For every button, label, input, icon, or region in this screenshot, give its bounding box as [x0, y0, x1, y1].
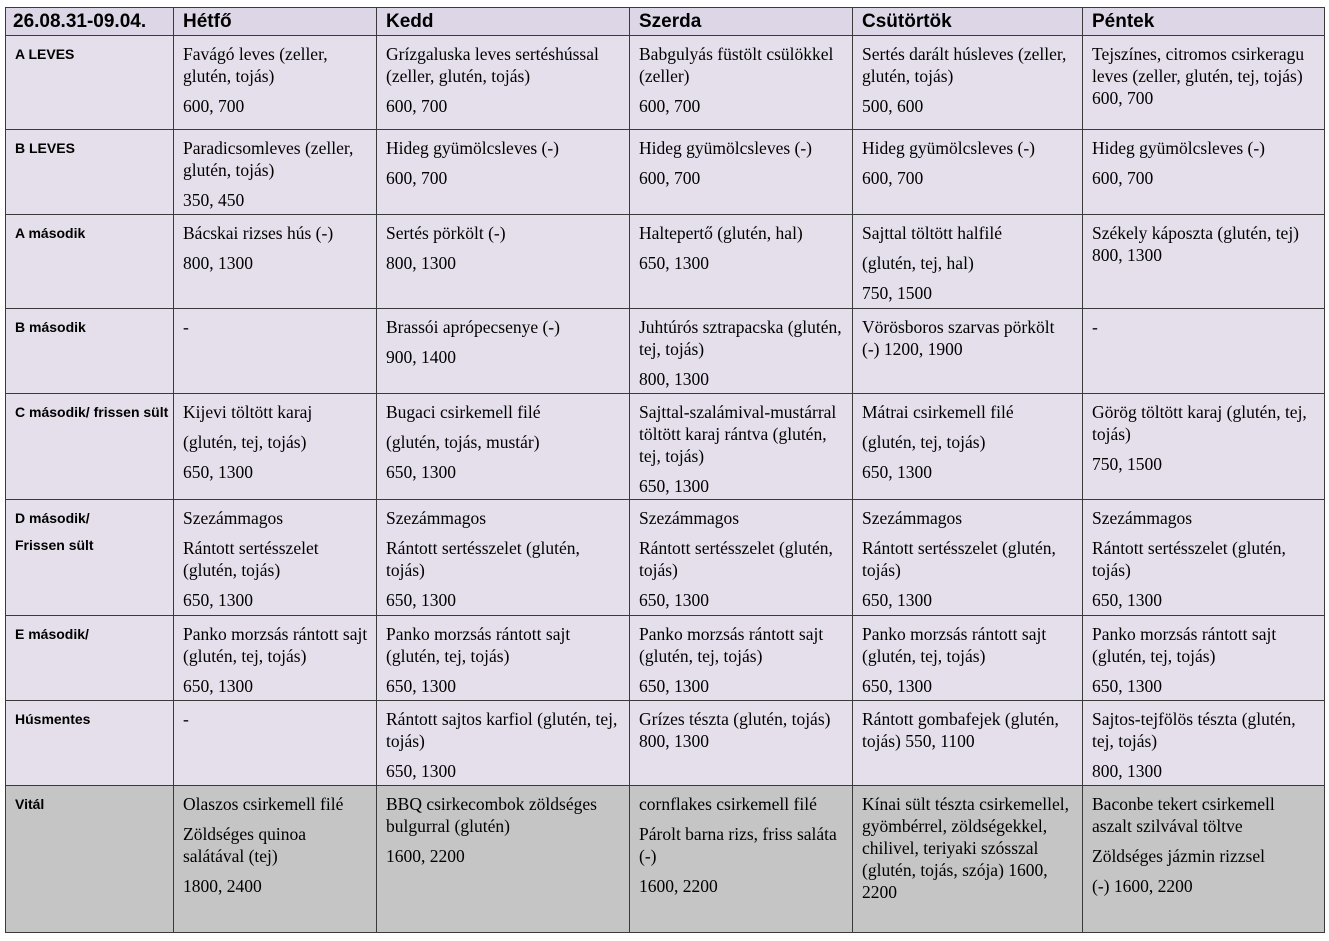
menu-cell-wednesday [630, 701, 853, 786]
menu-cell-line: Sajtos-tejfölös tészta (glutén, tej, tojás) [1092, 709, 1296, 751]
menu-cell-monday [174, 36, 377, 130]
menu-cell-thursday [853, 215, 1083, 309]
course-label [6, 616, 174, 701]
menu-cell-line: 650, 1300 [183, 676, 253, 696]
menu-cell-monday [174, 130, 377, 215]
menu-cell-monday [174, 394, 377, 500]
menu-cell-line: 650, 1300 [183, 590, 253, 610]
menu-cell-thursday [853, 36, 1083, 130]
menu-cell-friday [1083, 36, 1325, 130]
menu-cell-line: 650, 1300 [183, 462, 253, 482]
menu-cell-line: 1800, 2400 [183, 876, 262, 896]
menu-cell-line: Párolt barna rizs, friss saláta (-) [639, 824, 837, 866]
menu-cell-line: Görög töltött karaj (glutén, tej, tojás) [1092, 402, 1307, 444]
menu-cell-line: 650, 1300 [1092, 676, 1162, 696]
menu-cell-line: 800, 1300 [639, 369, 709, 389]
menu-cell-line: Szezámmagos [183, 508, 284, 528]
menu-cell-line: Székely káposzta (glutén, tej) 800, 1300 [1092, 223, 1300, 265]
menu-cell-line: 500, 600 [862, 96, 924, 116]
menu-cell-wednesday [630, 36, 853, 130]
menu-cell-line: Baconbe tekert csirkemell aszalt szilvával töltve [1092, 794, 1275, 836]
menu-cell-line: 650, 1300 [862, 676, 932, 696]
menu-cell-line: Zöldséges jázmin rizzsel [1092, 846, 1265, 866]
menu-cell-line: Tejszínes, citromos csirkeragu leves (zeller, glutén, tej, tojás) 600, 700 [1092, 44, 1305, 108]
menu-cell-wednesday [630, 309, 853, 394]
menu-cell-line: Brassói aprópecsenye (-) [386, 317, 560, 337]
menu-cell-line: Rántott gombafejek (glutén, tojás) 550, 1100 [862, 709, 1059, 751]
course-label-line: C második/ frissen sült [15, 404, 169, 420]
menu-cell-line: - [1092, 317, 1098, 337]
menu-cell-line: Bácskai rizses hús (-) [183, 223, 334, 243]
menu-cell-monday [174, 616, 377, 701]
menu-cell-friday [1083, 786, 1325, 933]
menu-cell-line: 600, 700 [183, 96, 245, 116]
menu-cell-line: 650, 1300 [386, 676, 456, 696]
menu-cell-thursday [853, 701, 1083, 786]
menu-cell-line: Rántott sertésszelet (glutén, tojás) [862, 538, 1056, 580]
menu-cell-line: 1600, 2200 [639, 876, 718, 896]
menu-cell-line: Kínai sült tészta csirkemellel, gyömbérrel, zöldségekkel, chilivel, teriyaki szósszal (glutén, tojás, szója) 1600, 2200 [862, 794, 1070, 902]
menu-cell-line: Sertés darált húsleves (zeller, glutén, tojás) [862, 44, 1067, 86]
menu-cell-thursday [853, 394, 1083, 500]
menu-cell-friday [1083, 701, 1325, 786]
menu-cell-line: 750, 1500 [862, 283, 932, 303]
menu-cell-tuesday [377, 36, 630, 130]
menu-cell-monday [174, 500, 377, 616]
menu-cell-line: 900, 1400 [386, 347, 456, 367]
menu-cell-line: Rántott sertésszelet (glutén, tojás) [1092, 538, 1286, 580]
course-label-line: Vitál [15, 796, 45, 812]
menu-cell-line: 650, 1300 [639, 676, 709, 696]
menu-row [6, 701, 1325, 786]
menu-cell-monday [174, 215, 377, 309]
menu-cell-line: Szezámmagos [386, 508, 487, 528]
menu-cell-line: 650, 1300 [386, 761, 456, 781]
header-row [6, 8, 1325, 36]
day-header-friday: Péntek [1083, 8, 1325, 36]
menu-cell-line: 650, 1300 [639, 590, 709, 610]
menu-cell-tuesday [377, 500, 630, 616]
menu-cell-line: Zöldséges quinoa salátával (tej) [183, 824, 306, 866]
menu-cell-line: BBQ csirkecombok zöldséges bulgurral (glutén) [386, 794, 597, 836]
menu-cell-line: Bugaci csirkemell filé [386, 402, 541, 422]
menu-cell-thursday [853, 130, 1083, 215]
menu-cell-line: 750, 1500 [1092, 454, 1162, 474]
menu-cell-line: Panko morzsás rántott sajt (glutén, tej, tojás) [183, 624, 368, 666]
menu-cell-line: Hideg gyümölcsleves (-) [639, 138, 813, 158]
course-label-line: E második/ [15, 626, 89, 642]
course-label [6, 394, 174, 500]
day-header-wednesday: Szerda [630, 8, 853, 36]
course-label-line: B második [15, 319, 86, 335]
menu-cell-friday [1083, 616, 1325, 701]
menu-cell-tuesday [377, 786, 630, 933]
menu-cell-line: Szezámmagos [862, 508, 963, 528]
menu-cell-line: 650, 1300 [862, 590, 932, 610]
menu-cell-friday [1083, 394, 1325, 500]
menu-cell-monday [174, 786, 377, 933]
menu-row [6, 786, 1325, 933]
menu-cell-line: 600, 700 [639, 96, 701, 116]
menu-row [6, 394, 1325, 500]
menu-cell-line: Favágó leves (zeller, glutén, tojás) [183, 44, 328, 86]
menu-cell-line: Sertés pörkölt (-) [386, 223, 506, 243]
menu-cell-line: 600, 700 [1092, 168, 1154, 188]
menu-cell-tuesday [377, 215, 630, 309]
menu-cell-tuesday [377, 309, 630, 394]
menu-cell-thursday [853, 309, 1083, 394]
menu-cell-thursday [853, 616, 1083, 701]
menu-cell-monday [174, 309, 377, 394]
menu-cell-friday [1083, 309, 1325, 394]
menu-cell-wednesday [630, 500, 853, 616]
course-label-line: A LEVES [15, 46, 75, 62]
menu-cell-line: Panko morzsás rántott sajt (glutén, tej, tojás) [862, 624, 1047, 666]
menu-row [6, 36, 1325, 130]
menu-cell-tuesday [377, 616, 630, 701]
course-label-line: Frissen sült [15, 537, 94, 553]
menu-cell-line: (glutén, tej, tojás) [862, 432, 986, 452]
menu-cell-line: (glutén, tojás, mustár) [386, 432, 540, 452]
menu-cell-line: Mátrai csirkemell filé [862, 402, 1014, 422]
menu-cell-line: Rántott sertésszelet (glutén, tojás) [386, 538, 580, 580]
menu-cell-line: 800, 1300 [1092, 761, 1162, 781]
weekly-menu-table [5, 7, 1325, 933]
menu-cell-friday [1083, 500, 1325, 616]
course-label-line: Húsmentes [15, 711, 91, 727]
menu-cell-line: 650, 1300 [639, 253, 709, 273]
menu-cell-line: 650, 1300 [862, 462, 932, 482]
menu-cell-line: Rántott sertésszelet (glutén, tojás) [639, 538, 833, 580]
menu-cell-line: Panko morzsás rántott sajt (glutén, tej, tojás) [1092, 624, 1277, 666]
menu-cell-line: Olaszos csirkemell filé [183, 794, 344, 814]
menu-cell-line: Grízes tészta (glutén, tojás) 800, 1300 [639, 709, 831, 751]
menu-cell-line: Paradicsomleves (zeller, glutén, tojás) [183, 138, 354, 180]
menu-cell-tuesday [377, 394, 630, 500]
menu-cell-line: Szezámmagos [1092, 508, 1193, 528]
menu-row [6, 309, 1325, 394]
menu-cell-thursday [853, 786, 1083, 933]
menu-cell-wednesday [630, 130, 853, 215]
menu-cell-line: Babgulyás füstölt csülökkel (zeller) [639, 44, 834, 86]
course-label-line: D második/ [15, 510, 90, 526]
day-header-tuesday: Kedd [377, 8, 630, 36]
menu-cell-line: Hideg gyümölcsleves (-) [386, 138, 560, 158]
course-label [6, 701, 174, 786]
menu-body [6, 36, 1325, 933]
menu-cell-line: - [183, 317, 189, 337]
day-header-thursday: Csütörtök [853, 8, 1083, 36]
menu-row [6, 616, 1325, 701]
menu-cell-line: 650, 1300 [386, 462, 456, 482]
menu-cell-line: Vörösboros szarvas pörkölt (-) 1200, 1900 [862, 317, 1055, 359]
menu-cell-line: Panko morzsás rántott sajt (glutén, tej, tojás) [639, 624, 824, 666]
menu-cell-wednesday [630, 394, 853, 500]
menu-cell-line: - [183, 709, 189, 729]
menu-cell-line: Sajttal töltött halfilé [862, 223, 1002, 243]
menu-row [6, 500, 1325, 616]
menu-cell-line: (-) 1600, 2200 [1092, 876, 1193, 896]
menu-cell-line: 600, 700 [386, 96, 448, 116]
menu-cell-line: Panko morzsás rántott sajt (glutén, tej, tojás) [386, 624, 571, 666]
menu-cell-thursday [853, 500, 1083, 616]
course-label [6, 500, 174, 616]
menu-cell-line: Rántott sertésszelet (glutén, tojás) [183, 538, 319, 580]
menu-cell-line: cornflakes csirkemell filé [639, 794, 817, 814]
menu-cell-line: 800, 1300 [183, 253, 253, 273]
menu-cell-line: 1600, 2200 [386, 846, 465, 866]
menu-cell-line: 650, 1300 [1092, 590, 1162, 610]
course-label [6, 215, 174, 309]
menu-cell-tuesday [377, 130, 630, 215]
menu-cell-wednesday [630, 616, 853, 701]
menu-cell-line: 650, 1300 [639, 476, 709, 496]
course-label [6, 309, 174, 394]
menu-cell-monday [174, 701, 377, 786]
menu-cell-line: 600, 700 [639, 168, 701, 188]
menu-cell-line: Kijevi töltött karaj [183, 402, 313, 422]
menu-cell-line: 600, 700 [386, 168, 448, 188]
menu-cell-line: Rántott sajtos karfiol (glutén, tej, tojás) [386, 709, 618, 751]
menu-cell-line: 650, 1300 [386, 590, 456, 610]
menu-cell-friday [1083, 215, 1325, 309]
menu-cell-line: Szezámmagos [639, 508, 740, 528]
menu-cell-wednesday [630, 215, 853, 309]
menu-cell-line: 350, 450 [183, 190, 245, 210]
menu-cell-line: Grízgaluska leves sertéshússal (zeller, glutén, tojás) [386, 44, 599, 86]
course-label [6, 36, 174, 130]
menu-cell-line: Sajttal-szalámival-mustárral töltött karaj rántva (glutén, tej, tojás) [639, 402, 837, 466]
menu-cell-wednesday [630, 786, 853, 933]
menu-cell-line: 600, 700 [862, 168, 924, 188]
menu-cell-tuesday [377, 701, 630, 786]
menu-cell-line: (glutén, tej, hal) [862, 253, 974, 273]
menu-cell-line: 800, 1300 [386, 253, 456, 273]
course-label-line: A második [15, 225, 86, 241]
menu-cell-line: (glutén, tej, tojás) [183, 432, 307, 452]
menu-cell-line: Hideg gyümölcsleves (-) [1092, 138, 1266, 158]
menu-row [6, 215, 1325, 309]
menu-cell-line: Hideg gyümölcsleves (-) [862, 138, 1036, 158]
course-label-line: B LEVES [15, 140, 75, 156]
course-label [6, 130, 174, 215]
menu-row [6, 130, 1325, 215]
menu-cell-line: Haltepertő (glutén, hal) [639, 223, 803, 243]
menu-cell-line: Juhtúrós sztrapacska (glutén, tej, tojás) [639, 317, 842, 359]
course-label [6, 786, 174, 933]
date-range-header: 26.08.31-09.04. [6, 8, 174, 36]
day-header-monday: Hétfő [174, 8, 377, 36]
menu-cell-friday [1083, 130, 1325, 215]
